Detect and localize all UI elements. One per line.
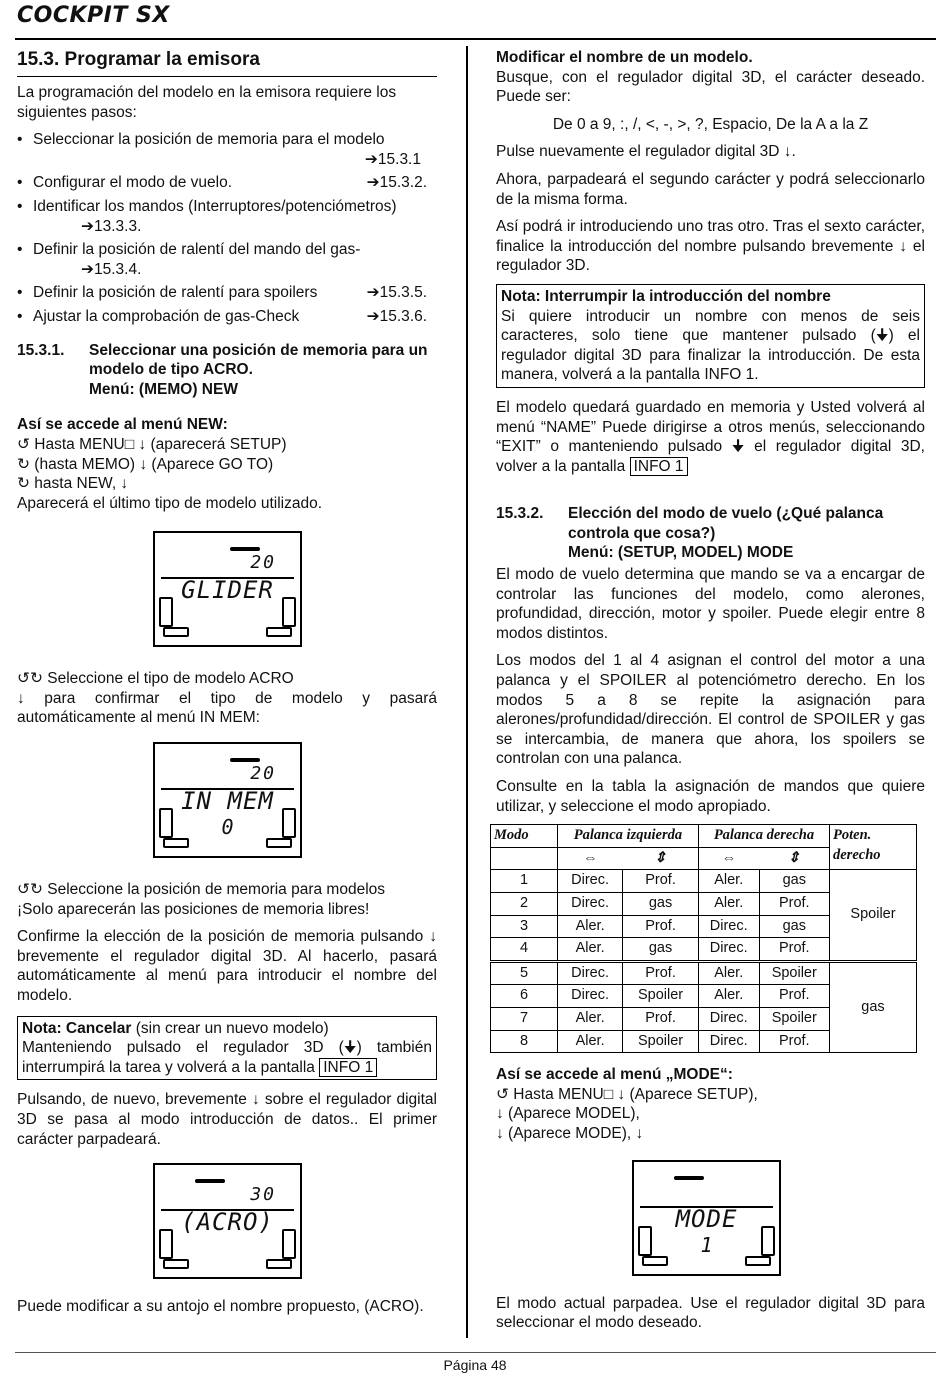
table-row: 8 Aler. Spoiler Direc. Prof. xyxy=(491,1030,917,1053)
access-line: ↓ (Aparece MODE), ↓ xyxy=(496,1124,644,1142)
saved-text: El modelo quedará guardado en memoria y Usted volverá al menú “NAME” Puede dirigirse a otros menús, seleccionando “EXIT” o manteniendo pulsado 🠋 el regulador digital 3D, volver a la pantalla INFO 1 xyxy=(496,398,925,475)
trim-icon xyxy=(159,597,173,627)
note-interrupt-box: Nota: Interrumpir la introducción del nombre Si quiere introducir un nombre con menos de seis caracteres, solo tiene que mantener pulsado (🠋) el regulador digital 3D para finalizar la introducción. De esta manera, volverá a la pantalla INFO 1. xyxy=(496,284,925,388)
confirm-mem-text: Confirme la elección de la posición de memoria pulsando ↓ brevemente el regulador digital 3D. Al hacerlo, pasará automáticamente al menú para introducir el nombre del modelo. xyxy=(17,928,437,1005)
list-item: • Configurar el modo de vuelo. ➔15.3.2. xyxy=(17,173,437,193)
trim-icon xyxy=(163,1259,189,1269)
list-item: • Definir la posición de ralentí para spoilers ➔15.3.5. xyxy=(17,283,437,303)
lcd-main-text: MODE xyxy=(675,1204,738,1233)
plane-icon xyxy=(195,1179,225,1183)
horizontal-arrow-icon: ⇔ xyxy=(698,847,759,870)
trim-icon xyxy=(745,1256,771,1266)
steps-list xyxy=(17,130,437,326)
note-cancel-box: Nota: Cancelar (sin crear un nuevo modelo) Manteniendo pulsado el regulador 3D (🠋) también interrumpirá la tarea y volverá a la pantalla INFO 1 xyxy=(17,1016,437,1081)
trim-icon xyxy=(266,627,292,637)
list-item: • Seleccionar la posición de memoria para el modelo ➔15.3.1 xyxy=(17,130,437,169)
access-line: ↻ hasta NEW, ↓ xyxy=(17,475,129,493)
section-ref: ➔15.3.5. xyxy=(366,284,427,302)
mode-paragraph: Consulte en la tabla la asignación de mandos que quiere utilizar, y seleccione el modo apropiado. xyxy=(496,778,925,815)
section-heading: 15.3. Programar la emisora xyxy=(17,48,437,77)
plane-icon xyxy=(674,1176,704,1180)
trim-icon xyxy=(638,1226,652,1256)
lcd-display: 20 IN MEM 0 xyxy=(153,742,302,858)
press-again-text: Pulsando, de nuevo, brevemente ↓ sobre el regulador digital 3D se pasa al modo introducción de datos.. El primer carácter parpadeará. xyxy=(17,1091,437,1148)
table-row: 7 Aler. Prof. Direc. Spoiler xyxy=(491,1007,917,1030)
header-rule xyxy=(15,38,936,40)
trim-icon xyxy=(282,808,296,838)
trim-icon xyxy=(282,1229,296,1259)
lcd-sub-text: 1 xyxy=(700,1232,713,1257)
confirm-type-text: ↓ para confirmar el tipo de modelo y pasará automáticamente al menú IN MEM: xyxy=(17,689,437,727)
trim-icon xyxy=(163,627,189,637)
header-title: COCKPIT SX xyxy=(17,3,170,28)
modes-table xyxy=(490,824,917,1053)
trim-icon xyxy=(266,1259,292,1269)
section-ref: ➔15.3.6. xyxy=(366,307,427,325)
section-ref: ➔15.3.2. xyxy=(366,174,427,192)
access-line: ↺ Hasta MENU□ ↓ (aparecerá SETUP) xyxy=(17,435,287,453)
table-row: 5 Direc. Prof. Aler. Spoiler gas xyxy=(491,961,917,985)
section-ref: ➔15.3.1 xyxy=(364,150,421,168)
modify-text: Busque, con el regulador digital 3D, el carácter deseado. Puede ser: xyxy=(496,68,925,106)
continue-text: Así podrá ir introduciendo uno tras otro. Tras el sexto carácter, finalice la introducción del nombre pulsando brevemente ↓ el regulador 3D. xyxy=(496,218,925,275)
lcd-main-text: (ACRO) xyxy=(181,1208,274,1237)
select-type-text: ↺↻ Seleccione el tipo de modelo ACRO xyxy=(17,670,294,688)
trim-icon xyxy=(266,838,292,848)
lcd-main-text: IN MEM xyxy=(181,787,274,816)
vertical-arrow-icon: ⇕ xyxy=(623,847,699,870)
trim-icon xyxy=(159,1229,173,1259)
modify-text: Puede modificar a su antojo el nombre propuesto, (ACRO). xyxy=(17,1298,424,1316)
final-text: El modo actual parpadea. Use el regulador digital 3D para seleccionar el modo deseado. xyxy=(496,1294,925,1332)
footer-rule xyxy=(15,1352,936,1353)
modify-title: Modificar el nombre de un modelo. xyxy=(496,49,753,66)
table-row: 1 Direc. Prof. Aler. gas Spoiler xyxy=(491,870,917,893)
access-title: Así se accede al menú NEW: xyxy=(17,416,228,434)
mode-paragraph: Los modos del 1 al 4 asignan el control del motor a una palanca y el SPOILER al potenciómetro derecho. En los modos 5 a 8 se repite la asignación para alerones/profundidad/dirección. El control de SPOILER y gas se intercambia, de manera que ahora, los spoilers se controlan con una palanca. xyxy=(496,652,925,768)
right-column xyxy=(496,48,925,1333)
table-header-row: Modo Palanca izquierda Palanca derecha Poten. derecho xyxy=(491,825,917,848)
lcd-sub-text: 0 xyxy=(221,815,234,840)
access-title: Así se accede al menú „MODE“: xyxy=(496,1066,733,1084)
trim-icon xyxy=(282,597,296,627)
horizontal-arrow-icon: ⇔ xyxy=(558,847,623,870)
mode-paragraph: El modo de vuelo determina que mando se va a encargar de controlar las funciones del modelo, como alerones, profundidad, dirección, motor y spoiler. Puede elegir entre 8 modos distintos. xyxy=(496,566,925,642)
intro-text: La programación del modelo en la emisora requiere los siguientes pasos: xyxy=(17,84,397,121)
select-mem-text: ↺↻ Seleccione la posición de memoria para modelos xyxy=(17,881,386,899)
access-note: Aparecerá el último tipo de modelo utilizado. xyxy=(17,494,323,512)
subsection-heading: 15.3.1. Seleccionar una posición de memoria para un modelo de tipo ACRO. Menú: (MEMO) NEW xyxy=(17,341,428,398)
trim-icon xyxy=(163,838,189,848)
press-again-text: Pulse nuevamente el regulador digital 3D ↓. xyxy=(496,143,796,161)
table-row: 6 Direc. Spoiler Aler. Prof. xyxy=(491,985,917,1008)
access-line: ↓ (Aparece MODEL), xyxy=(496,1105,640,1123)
plane-icon xyxy=(230,758,260,762)
access-line: ↻ (hasta MEMO) ↓ (Aparece GO TO) xyxy=(17,455,274,473)
second-char-text: Ahora, parpadeará el segundo carácter y podrá seleccionarlo de la misma forma. xyxy=(496,170,925,208)
plane-icon xyxy=(230,547,260,551)
list-item: • Ajustar la comprobación de gas-Check ➔15.3.6. xyxy=(17,307,437,327)
lcd-display: 30 (ACRO) xyxy=(153,1163,302,1279)
section-ref: ➔13.3.3. xyxy=(81,217,142,235)
trim-icon xyxy=(761,1226,775,1256)
info1-label: INFO 1 xyxy=(630,457,688,476)
table-row: 2 Direc. gas Aler. Prof. xyxy=(491,892,917,915)
access-line: ↺ Hasta MENU□ ↓ (Aparece SETUP), xyxy=(496,1085,758,1103)
table-row: 3 Aler. Prof. Direc. gas xyxy=(491,915,917,938)
lcd-display: 20 GLIDER xyxy=(153,531,302,647)
trim-icon xyxy=(642,1256,668,1266)
column-divider xyxy=(466,46,468,1338)
free-mem-text: ¡Solo aparecerán las posiciones de memoria libres! xyxy=(17,900,370,918)
table-row: 4 Aler. gas Direc. Prof. xyxy=(491,938,917,962)
page-number: Página 48 xyxy=(443,1357,507,1373)
lcd-display xyxy=(632,1160,781,1276)
left-column xyxy=(17,48,437,1317)
info1-label: INFO 1 xyxy=(319,1058,377,1077)
list-item: • Definir la posición de ralentí del mando del gas- ➔15.3.4. xyxy=(17,240,437,279)
trim-icon xyxy=(159,808,173,838)
lcd-main-text: GLIDER xyxy=(181,576,274,605)
chars-list: De 0 a 9, :, /, <, -, >, ?, Espacio, De la A a la Z xyxy=(552,115,869,133)
vertical-arrow-icon: ⇕ xyxy=(759,847,829,870)
list-item: • Identificar los mandos (Interruptores/potenciómetros) ➔13.3.3. xyxy=(17,197,437,236)
subsection-heading: 15.3.2. Elección del modo de vuelo (¿Qué palanca controla que cosa?) Menú: (SETUP, MODEL) MODE xyxy=(496,505,884,562)
section-ref: ➔15.3.4. xyxy=(81,260,142,278)
